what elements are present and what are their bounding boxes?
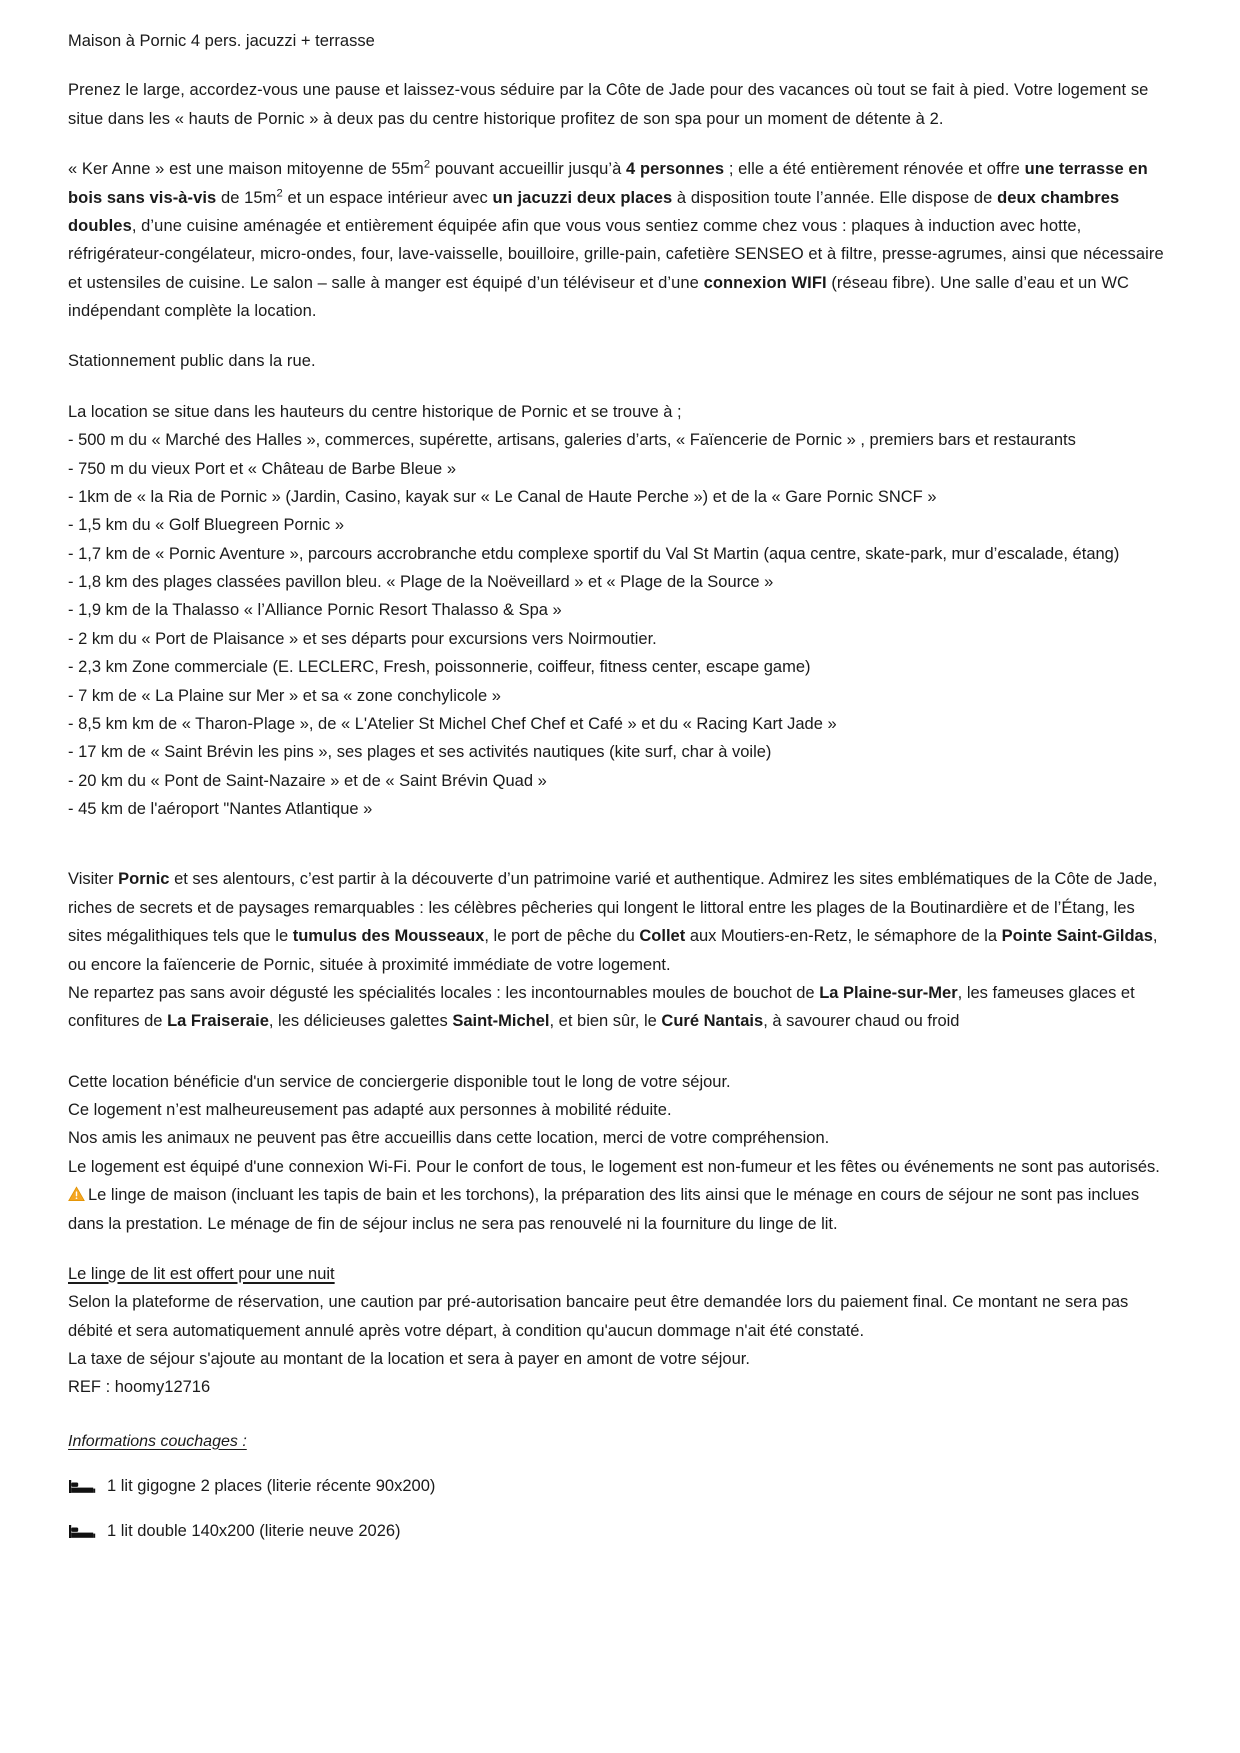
distances-block [68,398,1170,824]
visit-block [68,865,1170,1035]
spec-b2: La Fraiseraie [167,1012,269,1031]
visit-s1: Visiter [68,870,119,889]
location-intro: La location se situe dans les hauteurs du centre historique de Pornic et se trouve à ; [68,402,682,421]
desc-s7: , d’une cuisine aménagée et entièrement équipée afin que vous vous sentiez comme chez vous : plaques à induction avec hotte, réfrigérateur-congélateur, micro-ondes, four, lave-vaisselle, bouilloire, grille-pain, cafetière SENSEO et à filtre, presse-agrumes, ainsi que nécessaire et ustensiles de cuisine. Le salon – salle à manger est équipé d’un téléviseur et d’une [68,216,1164,292]
couchages-title: Informations couchages : [68,1432,247,1450]
spacer [68,1058,1170,1068]
service-item: Cette location bénéficie d'un service de conciergerie disponible tout le long de votre séjour. [68,1072,731,1091]
spec-b1: La Plaine-sur-Mer [819,983,958,1002]
reference-code: REF : hoomy12716 [68,1378,211,1397]
spec-b3: Saint-Michel [452,1012,550,1031]
desc-b3: un jacuzzi deux places [492,188,673,207]
service-item: Ce logement n’est malheureusement pas adapté aux personnes à mobilité réduite. [68,1101,672,1120]
spec-s1: Ne repartez pas sans avoir dégusté les spécialités locales : les incontournables moules de bouchot de [68,983,820,1002]
visit-s4: aux Moutiers-en-Retz, le sémaphore de la [685,927,1002,946]
services-block [68,1068,1170,1238]
distance-item: - 1,9 km de la Thalasso « l’Alliance Pornic Resort Thalasso & Spa » [68,601,562,620]
spacer [68,845,1170,865]
list-item [68,1518,1170,1544]
visit-s2: et ses alentours, c’est partir à la découverte d’un patrimoine varié et authentique. Admirez les sites emblématiques de la Côte de Jade, riches de secrets et de paysages remarquables : les célèbres pêcheries qui longent le littoral entre les plages de la Boutinardière et de l’Étang, les sites mégalithiques tels que le [68,870,1158,946]
description-paragraph [68,155,1170,325]
spec-s5: , à savourer chaud ou froid [763,1012,960,1031]
warning-text: Le linge de maison (incluant les tapis de bain et les torchons), la préparation des lits ainsi que le ménage en cours de séjour ne sont pas inclues dans la prestation. Le ménage de fin de séjour inclus ne sera pas renouvelé ni la fourniture du linge de lit. [68,1186,1140,1233]
desc-sup1: 2 [423,158,431,171]
desc-b2: une terrasse en bois sans vis-à-vis [68,160,1148,207]
distance-item: - 7 km de « La Plaine sur Mer » et sa « zone conchylicole » [68,686,501,705]
visit-s5: , ou encore la faïencerie de Pornic, située à proximité immédiate de votre logement. [68,927,1158,974]
spec-s4: , et bien sûr, le [549,1012,662,1031]
couchage-label: 1 lit gigogne 2 places (literie récente 90x200) [107,1477,436,1496]
service-item: Le logement est équipé d'une connexion Wi-Fi. Pour le confort de tous, le logement est non-fumeur et les fêtes ou événements ne sont pas autorisés. [68,1157,1160,1176]
distance-item: - 1,8 km des plages classées pavillon bleu. « Plage de la Noëveillard » et « Plage de la Source » [68,573,774,592]
intro-paragraph: Prenez le large, accordez-vous une pause et laissez-vous séduire par la Côte de Jade pour des vacances où tout se fait à pied. Votre logement se situe dans les « hauts de Pornic » à deux pas du centre historique profitez de son spa pour un moment de détente à 2. [68,81,1149,128]
linge-offert-note: Le linge de lit est offert pour une nuit [68,1264,335,1283]
distance-item: - 8,5 km km de « Tharon-Plage », de « L'Atelier St Michel Chef Chef et Café » et du « Racing Kart Jade » [68,714,837,733]
distance-item: - 750 m du vieux Port et « Château de Barbe Bleue » [68,459,456,478]
desc-s3: ; elle a été entièrement rénovée et offre [724,160,1025,179]
desc-s2: pouvant accueillir jusqu’à [430,160,627,179]
distance-item: - 500 m du « Marché des Halles », commerces, supérette, artisans, galeries d’arts, « Faïencerie de Pornic » , premiers bars et restaurants [68,431,1076,450]
visit-b3: Collet [639,927,686,946]
parking-paragraph: Stationnement public dans la rue. [68,352,316,371]
desc-s8: (réseau fibre). Une salle d’eau et un WC indépendant complète la location. [68,273,1130,321]
desc-b4: deux chambres doubles [68,188,1120,235]
distance-item: - 1,5 km du « Golf Bluegreen Pornic » [68,516,345,535]
list-item [68,1473,1170,1499]
distance-item: - 45 km de l'aéroport "Nantes Atlantique » [68,800,373,819]
desc-sup2: 2 [276,187,283,200]
distance-item: - 1,7 km de « Pornic Aventure », parcours accrobranche etdu complexe sportif du Val St Martin (aqua centre, skate-park, mur d’escalade, étang) [68,544,1120,563]
bed-icon [68,1477,98,1497]
distance-item: - 2,3 km Zone commerciale (E. LECLERC, Fresh, poissonnerie, coiffeur, fitness center, escape game) [68,658,811,677]
warning-icon [68,1186,85,1202]
distance-item: - 1km de « la Ria de Pornic » (Jardin, Casino, kayak sur « Le Canal de Haute Perche ») et de la « Gare Pornic SNCF » [68,487,937,506]
spec-s3: , les délicieuses galettes [268,1012,453,1031]
visit-b2: tumulus des Mousseaux [292,927,485,946]
service-item: Nos amis les animaux ne peuvent pas être accueillis dans cette location, merci de votre compréhension. [68,1129,830,1148]
listing-title: Maison à Pornic 4 pers. jacuzzi + terrasse [68,32,375,50]
desc-s1: « Ker Anne » est une maison mitoyenne de 55m [68,160,424,179]
distance-item: - 2 km du « Port de Plaisance » et ses départs pour excursions vers Noirmoutier. [68,629,657,648]
spacer [68,1402,1170,1428]
caution-paragraph: Selon la plateforme de réservation, une caution par pré-autorisation bancaire peut être demandée lors du paiement final. Ce montant ne sera pas débité et sera automatiquement annulé après votre départ, à condition qu'aucun dommage n'ait été constaté. [68,1293,1129,1340]
visit-b4: Pointe Saint-Gildas [1001,927,1153,946]
visit-paragraph [68,865,1170,979]
visit-s3: , le port de pêche du [484,927,640,946]
spec-s2: , les fameuses glaces et confitures de [68,983,1135,1031]
desc-b1: 4 personnes [626,160,725,179]
desc-s4: de 15m [216,188,277,207]
warning-paragraph [68,1181,1170,1238]
visit-b1: Pornic [118,870,170,889]
taxe-paragraph: La taxe de séjour s'ajoute au montant de la location et sera à payer en amont de votre séjour. [68,1350,750,1369]
distance-item: - 20 km du « Pont de Saint-Nazaire » et de « Saint Brévin Quad » [68,771,547,790]
bed-icon [68,1522,98,1542]
desc-s5: et un espace intérieur avec [282,188,493,207]
desc-s6: à disposition toute l’année. Elle dispose de [672,188,998,207]
desc-b5: connexion WIFI [703,273,827,292]
couchage-label: 1 lit double 140x200 (literie neuve 2026) [107,1521,401,1540]
spec-b4: Curé Nantais [661,1012,764,1031]
specialites-paragraph [68,979,1170,1036]
distance-item: - 17 km de « Saint Brévin les pins », ses plages et ses activités nautiques (kite surf, char à voile) [68,743,772,762]
